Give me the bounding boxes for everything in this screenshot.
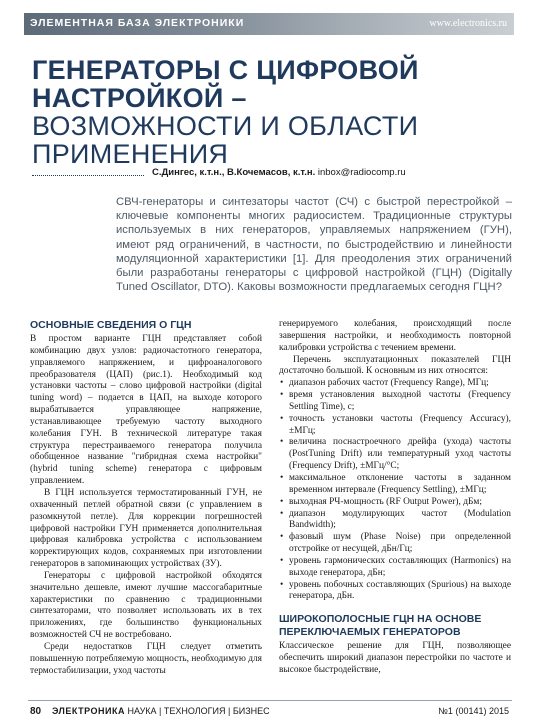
list-item: • фазовый шум (Phase Noise) при определенной отстройке от несущей, дБн/Гц; [279, 532, 511, 556]
author-1: С.Дингес, к.т.н., [152, 167, 225, 178]
section-label: ЭЛЕМЕНТНАЯ БАЗА ЭЛЕКТРОНИКИ [30, 17, 245, 29]
title-line-1: ГЕНЕРАТОРЫ С ЦИФРОВОЙ [32, 55, 419, 85]
title-line-2: НАСТРОЙКОЙ – [32, 83, 247, 113]
lead-paragraph: СВЧ-генераторы и синтезаторы частот (СЧ) с быстрой перестройкой – ключевые компоненты многих радиосистем. Традиционные структуры используемых в них генераторов, управляемых напряжением (ГУН), имеют ряд ограничений, в частности, по быстродействию и линейности модуляционной характеристики [1]. Для преодоления этих ограничений были разработаны генераторы с цифровой настройкой (ГЦН) (Digitally Tuned Oscillator, DTO). Каковы возможности предлагаемых сегодня ГЦН? [116, 196, 512, 294]
title-line-3: ВОЗМОЖНОСТИ И ОБЛАСТИ [32, 111, 419, 141]
paragraph: Генераторы с цифровой настройкой обходятся значительно дешевле, имеют лучшие массогабаритные характеристики по сравнению с традиционными синтезаторами, что позволяет использовать их в тех приложениях, где большинство функциональных возможностей СЧ не востребовано. [30, 570, 262, 641]
list-item: • величина поснастроечного дрейфа (ухода) частоты (PostTuning Drift) или температурный уход частоты (Frequency Drift), ±МГц/°С; [279, 437, 511, 473]
section-heading-basics: ОСНОВНЫЕ СВЕДЕНИЯ О ГЦН [30, 319, 192, 331]
list-item: • диапазон рабочих частот (Frequency Range), МГц; [279, 378, 511, 390]
list-item: • диапазон модулирующих частот (Modulation Bandwidth); [279, 509, 511, 533]
section-heading-wideband: ШИРОКОПОЛОСНЫЕ ГЦН НА ОСНОВЕ ПЕРЕКЛЮЧАЕМЫХ ГЕНЕРАТОРОВ [279, 613, 482, 639]
paragraph: Перечень эксплуатационных показателей ГЦН достаточно большой. К основным из них относятся: [279, 354, 511, 377]
magazine-tagline: НАУКА | ТЕХНОЛОГИЯ | БИЗНЕС [127, 706, 270, 716]
site-url[interactable]: www.electronics.ru [429, 18, 507, 29]
paragraph: генерируемого колебания, происходящий после завершения настройки, и необходимость повторной калибровки устройства с течением времени. [279, 319, 511, 353]
author-email[interactable]: inbox@radiocomp.ru [317, 167, 406, 178]
author-2: В.Кочемасов, к.т.н. [227, 167, 316, 178]
footer-divider [28, 700, 512, 701]
paragraph: Среди недостатков ГЦН следует отметить повышенную потребляемую мощность, необходимую для термостабилизации, уход частоты [30, 641, 262, 676]
issue-number: №1 (00141) 2015 [438, 706, 509, 716]
authors-divider [32, 175, 144, 176]
spacer [279, 603, 511, 613]
authors-line [32, 166, 512, 184]
list-item: • выходная РЧ-мощность (RF Output Power), дБм; [279, 497, 511, 509]
left-column [30, 319, 262, 677]
list-item: • точность установки частоты (Frequency Accuracy), ±МГц; [279, 414, 511, 438]
title-line-4: ПРИМЕНЕНИЯ [32, 139, 229, 169]
list-item: • время установления выходной частоты (Frequency Settling Time), с; [279, 390, 511, 414]
page-footer [0, 700, 535, 720]
paragraph: В ГЦН используется термостатированный ГУН, не охваченный петлей обратной связи (с управлением в разомкнутой петле). Для коррекции погрешностей цифровой настройки ГУН применяется дополнительная цифровая калибровка устройства с использованием корректирующих кодов, сохраняемых при изготовлении генераторов в запоминающих устройствах (ЗУ). [30, 487, 262, 570]
page-number: 80 [30, 706, 42, 717]
article-title [32, 56, 512, 168]
list-item: • уровень гармонических составляющих (Harmonics) на выходе генератора, дБн; [279, 556, 511, 580]
list-item: • уровень побочных составляющих (Spurious) на выходе генератора, дБн. [279, 580, 511, 604]
authors [152, 167, 406, 178]
paragraph: В простом варианте ГЦН представляет собой комбинацию двух узлов: радиочастотного генератора, управляемого напряжением, и цифроаналогового преобразователя (ЦАП) (рис.1). Необходимый код установки частоты – слово цифровой настройки (digital tuning word) – подается в ЦАП, на выходе которого вырабатывается управляющее напряжение, устанавливающее требуемую частоту выходного колебания ГУН. В технической литературе такая структура перестраиваемого генератора получила обобщенное название "гибридная схема настройки" (hybrid tuning scheme) генератора с цифровым управлением. [30, 334, 262, 487]
parameters-list [279, 378, 511, 603]
paragraph: Классическое решение для ГЦН, позволяющее обеспечить широкий диапазон перестройки по частоте и высокое быстродействие, [279, 641, 511, 675]
list-item: • максимальное отклонение частоты в заданном временном интервале (Frequency Settling), ±МГц; [279, 473, 511, 497]
magazine-brand: ЭЛЕКТРОНИКА [52, 706, 125, 716]
right-column [279, 319, 511, 677]
page-header [0, 0, 535, 44]
magazine-name [52, 706, 270, 716]
